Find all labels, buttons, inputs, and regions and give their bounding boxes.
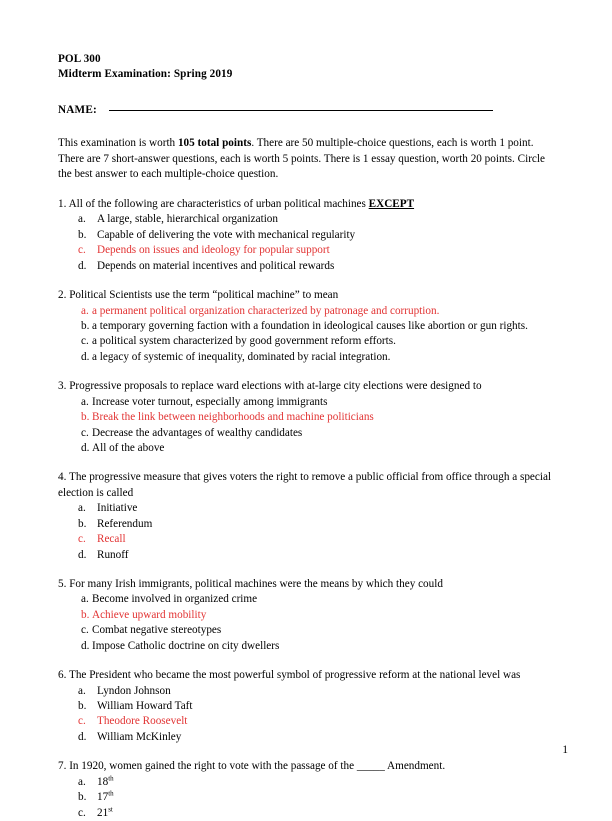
option-letter: b.	[81, 411, 90, 424]
answer-option[interactable]	[58, 730, 568, 745]
question-number: 7.	[58, 760, 67, 773]
option-letter: c.	[81, 335, 89, 348]
answer-option[interactable]	[58, 639, 568, 654]
option-letter: b.	[78, 700, 87, 712]
option-letter: b.	[78, 228, 87, 241]
question-block	[58, 470, 568, 563]
answer-option[interactable]	[58, 212, 568, 227]
option-text: Depends on material incentives and political rewards	[97, 259, 335, 272]
answer-option[interactable]	[58, 548, 568, 563]
option-letter: a.	[81, 395, 89, 408]
answer-option[interactable]	[58, 441, 568, 456]
question-block	[58, 197, 568, 274]
answer-option[interactable]	[58, 806, 568, 821]
total-points-emphasis: 105 total points	[177, 137, 252, 150]
option-letter: a.	[78, 213, 86, 226]
question-number: 1.	[58, 197, 67, 210]
answer-option[interactable]	[58, 319, 568, 334]
option-letter: b.	[78, 791, 87, 804]
answer-option[interactable]	[58, 608, 568, 623]
question-emphasis: EXCEPT	[368, 197, 415, 210]
option-letter: a.	[78, 684, 86, 697]
option-letter: c.	[81, 624, 89, 637]
answer-options	[58, 592, 568, 654]
option-ordinal-suffix: th	[108, 773, 114, 782]
option-text: All of the above	[92, 441, 165, 454]
question-number: 6.	[58, 669, 67, 682]
option-letter: a.	[78, 775, 86, 788]
name-field-row	[58, 104, 568, 116]
option-letter: c.	[81, 426, 89, 439]
option-text: Achieve upward mobility	[92, 608, 207, 621]
option-text: Combat negative stereotypes	[92, 624, 222, 637]
option-letter: d.	[81, 441, 90, 454]
answer-option[interactable]	[58, 623, 568, 638]
exam-instructions	[58, 136, 558, 183]
option-text: Depends on issues and ideology for popular support	[97, 244, 330, 257]
answer-option[interactable]	[58, 410, 568, 425]
question-text: All of the following are characteristics of urban political machines	[68, 197, 369, 210]
option-letter: c.	[78, 533, 86, 546]
answer-options	[58, 212, 568, 274]
option-text: William Howard Taft	[97, 700, 193, 712]
answer-option[interactable]	[58, 699, 568, 714]
option-ordinal-suffix: th	[108, 789, 114, 798]
answer-options	[58, 304, 568, 366]
answer-option[interactable]	[58, 501, 568, 516]
question-number: 2.	[58, 289, 67, 302]
name-input-line[interactable]	[109, 110, 493, 111]
exam-title: Midterm Examination: Spring 2019	[58, 67, 233, 80]
option-text: Recall	[97, 533, 126, 546]
option-ordinal-number: 18	[97, 775, 109, 788]
questions-list	[58, 197, 568, 821]
answer-option[interactable]	[58, 334, 568, 349]
question-block	[58, 288, 568, 365]
question-stem	[58, 577, 562, 593]
answer-option[interactable]	[58, 714, 568, 729]
question-text: Political Scientists use the term “political machine” to mean	[69, 289, 339, 302]
option-ordinal-suffix: st	[108, 804, 113, 813]
option-letter: a.	[81, 593, 89, 606]
option-text: a permanent political organization characterized by patronage and corruption.	[92, 304, 440, 317]
answer-option[interactable]	[58, 532, 568, 547]
option-letter: a.	[81, 304, 89, 317]
option-text: Decrease the advantages of wealthy candidates	[92, 426, 303, 439]
option-letter: c.	[78, 715, 86, 728]
option-letter: b.	[81, 608, 90, 621]
answer-option[interactable]	[58, 517, 568, 532]
option-letter: d.	[78, 259, 87, 272]
answer-options	[58, 501, 568, 563]
option-text	[97, 775, 568, 790]
answer-options	[58, 395, 568, 457]
option-letter: d.	[78, 730, 87, 743]
answer-option[interactable]	[58, 426, 568, 441]
option-text: Increase voter turnout, especially among immigrants	[92, 395, 328, 408]
question-number: 5.	[58, 577, 67, 590]
option-letter: a.	[78, 502, 86, 515]
course-code: POL 300	[58, 53, 101, 65]
question-stem	[58, 470, 562, 501]
answer-option[interactable]	[58, 395, 568, 410]
option-letter: c.	[78, 806, 86, 819]
option-text: Become involved in organized crime	[92, 593, 258, 606]
option-text: a legacy of systemic of inequality, dominated by racial integration.	[92, 350, 391, 363]
option-text	[97, 790, 568, 805]
instructions-part-one: This examination is worth	[58, 137, 178, 150]
option-letter: d.	[78, 548, 87, 561]
answer-option[interactable]	[58, 350, 568, 365]
question-stem	[58, 668, 562, 684]
answer-options	[58, 775, 568, 821]
name-label: NAME:	[58, 104, 97, 117]
option-letter: d.	[81, 350, 90, 363]
option-text	[97, 806, 568, 821]
option-text: Theodore Roosevelt	[97, 715, 188, 728]
question-number: 4.	[58, 471, 67, 484]
answer-option[interactable]	[58, 775, 568, 790]
question-block	[58, 759, 568, 821]
option-text: a political system characterized by good government reform efforts.	[92, 335, 396, 348]
option-text: a temporary governing faction with a foundation in ideological causes like abortion or gun rights.	[92, 320, 528, 332]
question-block	[58, 379, 568, 456]
question-text: The President who became the most powerful symbol of progressive reform at the national level was	[69, 669, 521, 682]
option-letter: b.	[78, 517, 87, 530]
option-text: William McKinley	[97, 730, 182, 743]
option-text: Lyndon Johnson	[97, 684, 171, 697]
question-block	[58, 577, 568, 654]
option-text: Break the link between neighborhoods and machine politicians	[92, 411, 374, 424]
answer-options	[58, 684, 568, 746]
question-text: For many Irish immigrants, political machines were the means by which they could	[69, 577, 443, 590]
option-text: Capable of delivering the vote with mechanical regularity	[97, 228, 356, 241]
question-stem	[58, 759, 562, 775]
question-stem	[58, 197, 562, 213]
question-number: 3.	[58, 380, 67, 393]
option-ordinal-number: 17	[97, 791, 109, 804]
answer-option[interactable]	[58, 592, 568, 607]
option-letter: b.	[81, 320, 90, 332]
answer-option[interactable]	[58, 684, 568, 699]
instructions-part-two: . There are 50 multiple-choice questions, each is worth 1 point. There are 7 short-answer questions, each is worth 5 points. There is 1 essay question, worth 20 points. Circle the best answer to each multiple-choice question.	[58, 137, 545, 181]
option-text: Referendum	[97, 517, 153, 530]
option-text: Initiative	[97, 502, 138, 515]
answer-option[interactable]	[58, 259, 568, 274]
option-text: Runoff	[97, 548, 129, 561]
question-text: The progressive measure that gives voters the right to remove a public official from office through a special election is called	[58, 471, 552, 499]
option-ordinal-number: 21	[97, 806, 109, 819]
answer-option[interactable]	[58, 243, 568, 258]
question-text: In 1920, women gained the right to vote with the passage of the _____ Amendment.	[69, 760, 446, 773]
page-number: 1	[562, 744, 568, 756]
option-letter: c.	[78, 244, 86, 257]
question-block	[58, 668, 568, 745]
question-text: Progressive proposals to replace ward elections with at-large city elections were designed to	[69, 380, 482, 393]
option-letter: d.	[81, 639, 90, 652]
question-stem	[58, 288, 562, 304]
answer-option[interactable]	[58, 790, 568, 805]
question-stem	[58, 379, 562, 395]
answer-option[interactable]	[58, 228, 568, 243]
option-text: Impose Catholic doctrine on city dwellers	[92, 639, 280, 652]
option-text: A large, stable, hierarchical organization	[97, 213, 278, 226]
answer-option[interactable]	[58, 304, 568, 319]
exam-header	[58, 52, 568, 81]
